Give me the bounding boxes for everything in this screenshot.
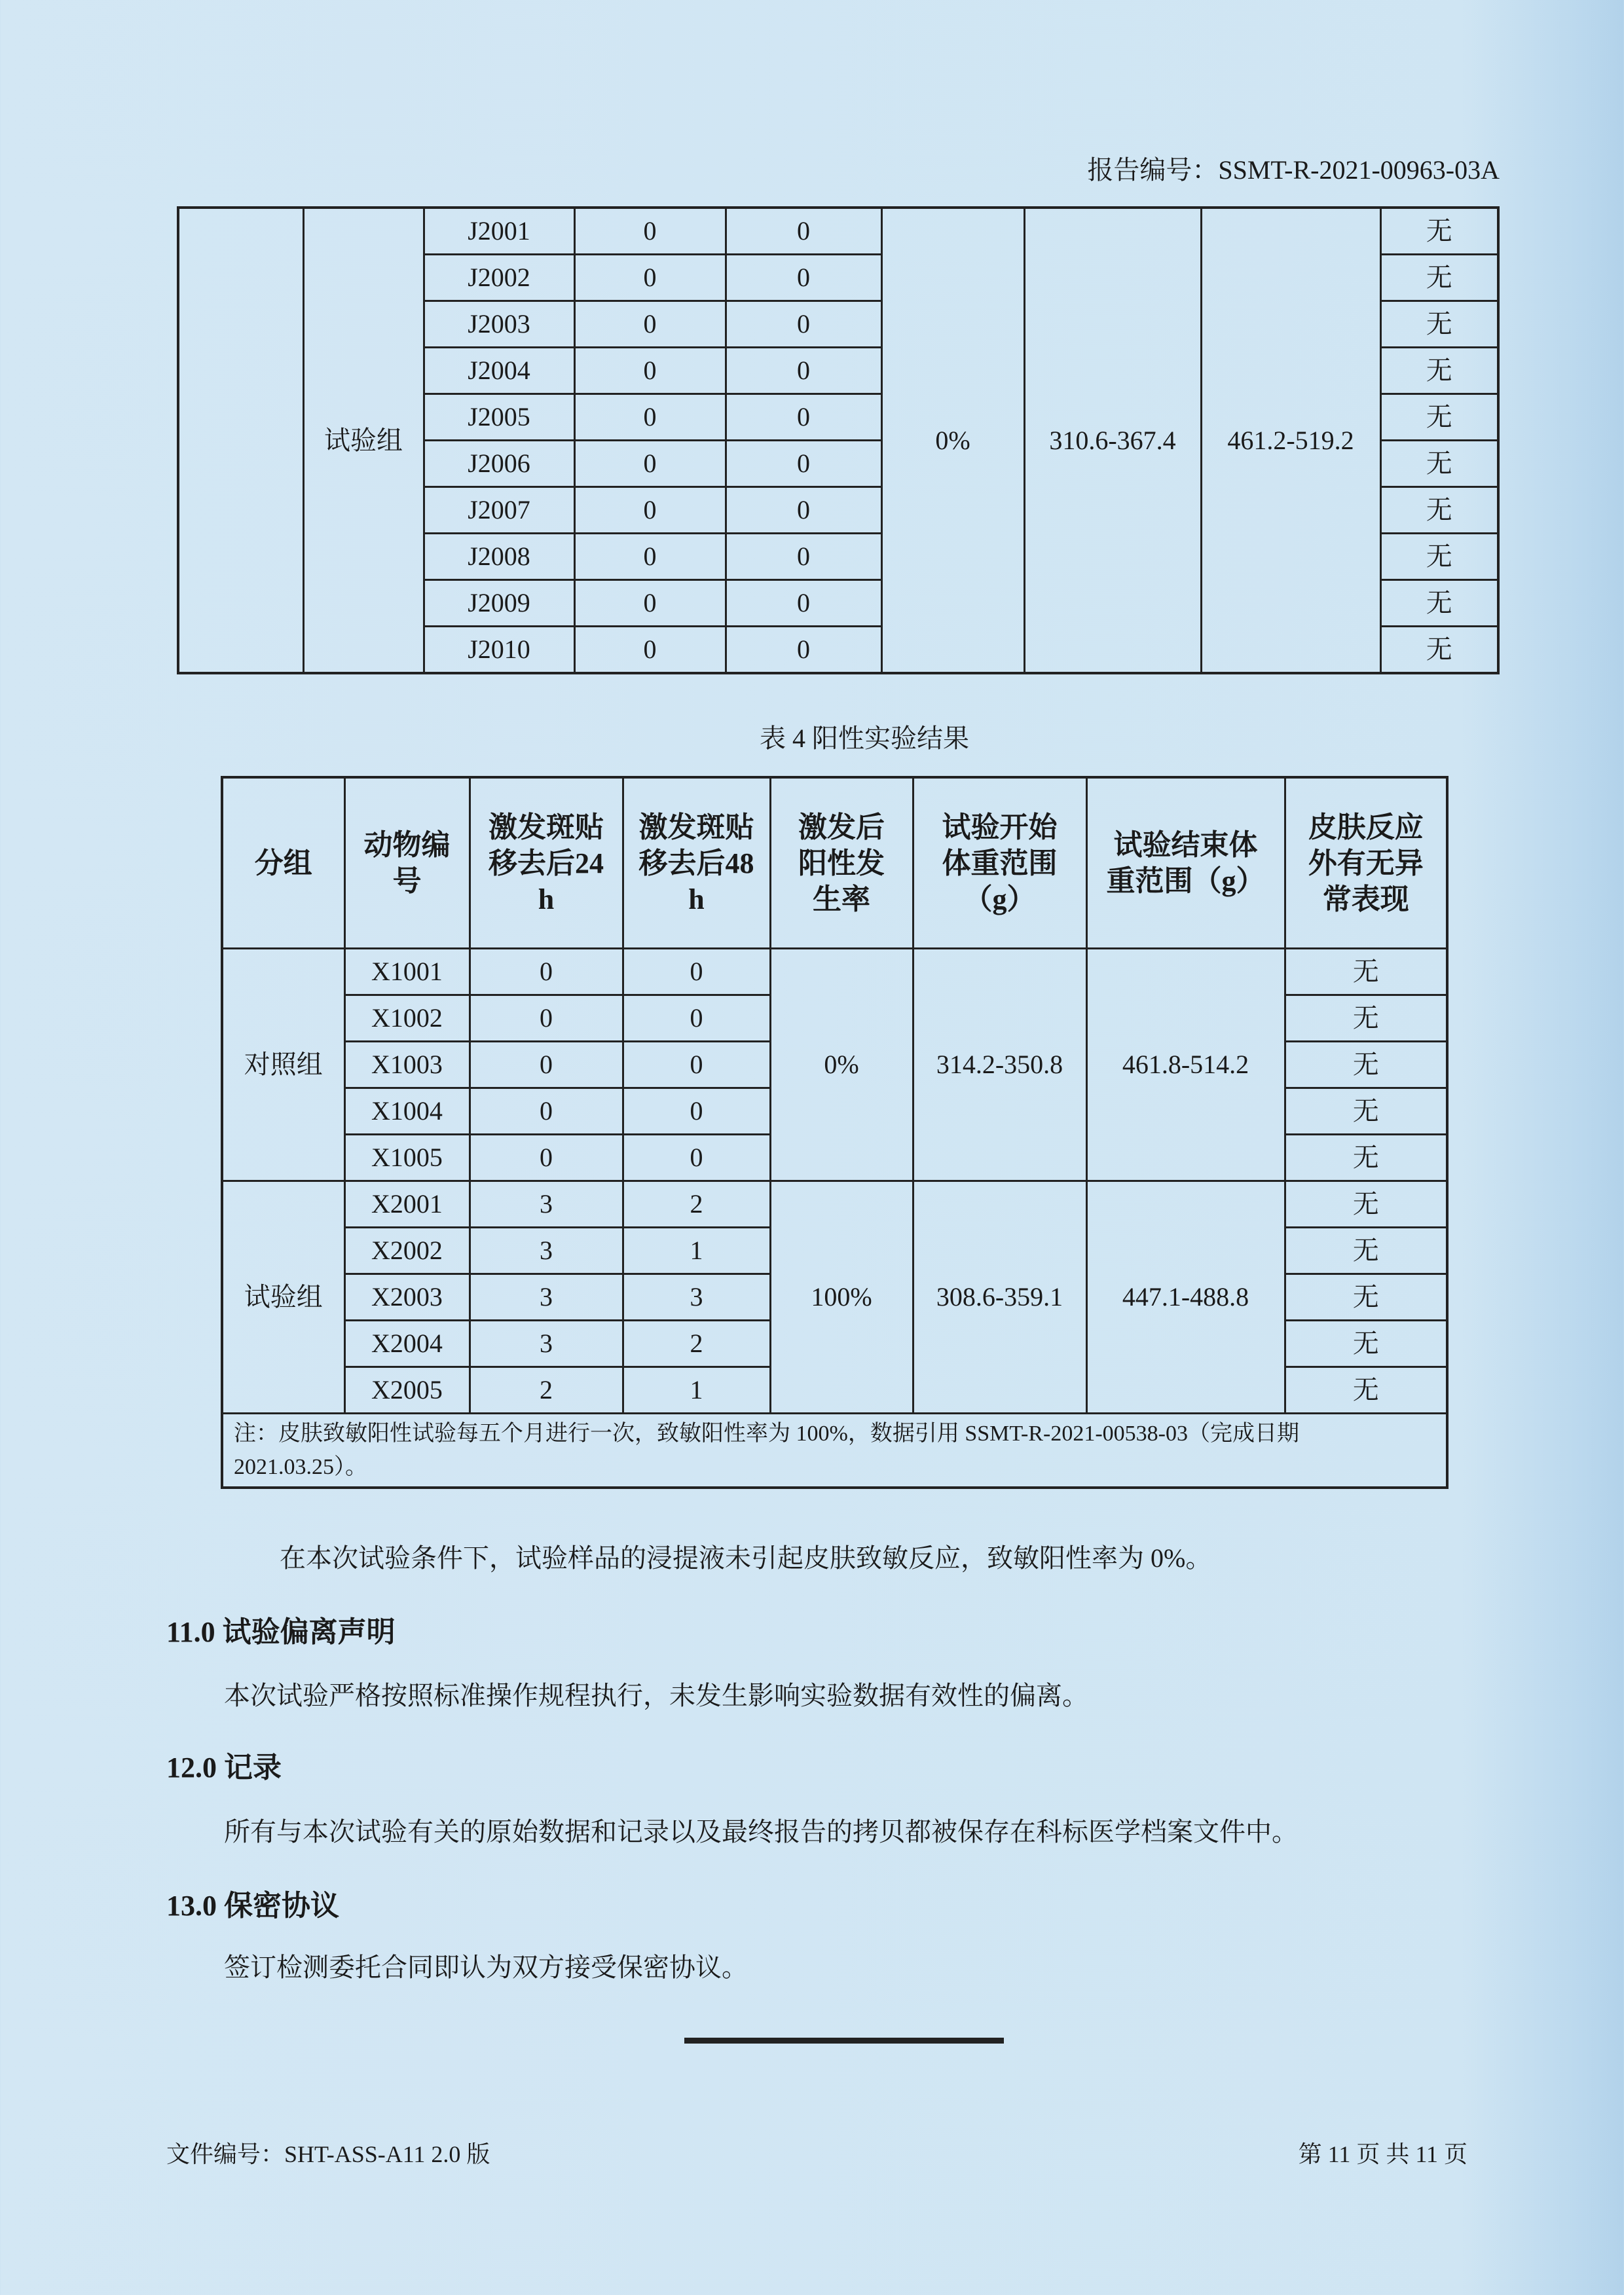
score-24h-cell: 0 [470, 1135, 623, 1181]
animal-id-cell: J2010 [424, 627, 574, 674]
end-rule [684, 2038, 1004, 2044]
column-header: 激发斑贴移去后24 h [470, 777, 623, 949]
group-cell: 试验组 [222, 1181, 344, 1414]
end-weight-cell: 447.1-488.8 [1086, 1181, 1285, 1414]
score-24h-cell: 0 [574, 487, 726, 534]
abnormal-cell: 无 [1285, 1274, 1447, 1321]
section-text: 所有与本次试验有关的原始数据和记录以及最终报告的拷贝都被保存在科标医学档案文件中。 [224, 1817, 1298, 1846]
animal-id-cell: J2007 [424, 487, 574, 534]
abnormal-cell: 无 [1380, 394, 1498, 441]
score-24h-cell: 0 [574, 208, 726, 255]
abnormal-cell: 无 [1380, 301, 1498, 348]
abnormal-cell: 无 [1380, 534, 1498, 580]
animal-id-cell: J2008 [424, 534, 574, 580]
abnormal-cell: 无 [1285, 1321, 1447, 1367]
score-24h-cell: 0 [574, 441, 726, 487]
score-48h-cell: 0 [726, 301, 881, 348]
positive-test-results-table [221, 776, 1449, 1489]
abnormal-cell: 无 [1285, 1228, 1447, 1274]
score-24h-cell: 0 [574, 627, 726, 674]
score-48h-cell: 2 [623, 1321, 770, 1367]
animal-id-cell: J2002 [424, 255, 574, 301]
abnormal-cell: 无 [1380, 627, 1498, 674]
rate-cell: 100% [770, 1181, 913, 1414]
rate-cell: 0% [881, 208, 1024, 673]
abnormal-cell: 无 [1285, 949, 1447, 995]
end-weight-cell: 461.2-519.2 [1201, 208, 1380, 673]
score-48h-cell: 2 [623, 1181, 770, 1228]
table-row [178, 208, 1498, 255]
animal-id-cell: X2004 [344, 1321, 470, 1367]
score-48h-cell: 1 [623, 1367, 770, 1414]
header-row [222, 777, 1447, 949]
abnormal-cell: 无 [1380, 348, 1498, 394]
score-24h-cell: 0 [574, 348, 726, 394]
score-24h-cell: 0 [470, 1042, 623, 1088]
score-48h-cell: 0 [726, 534, 881, 580]
footer-file-number: 文件编号：SHT-ASS-A11 2.0 版 [166, 2141, 490, 2167]
score-48h-cell: 0 [726, 255, 881, 301]
table-row [222, 1181, 1447, 1228]
score-48h-cell: 0 [726, 487, 881, 534]
section-text: 签订检测委托合同即认为双方接受保密协议。 [224, 1953, 748, 1982]
abnormal-cell: 无 [1285, 995, 1447, 1042]
note-row [222, 1414, 1447, 1488]
group-cell: 对照组 [222, 949, 344, 1181]
abnormal-cell: 无 [1380, 208, 1498, 255]
column-header: 试验开始体重范围（g） [913, 777, 1086, 949]
section-heading: 12.0 记录 [166, 1752, 282, 1784]
column-header: 激发斑贴移去后48 h [623, 777, 770, 949]
score-24h-cell: 3 [470, 1274, 623, 1321]
end-weight-cell: 461.8-514.2 [1086, 949, 1285, 1181]
score-48h-cell: 0 [623, 1088, 770, 1135]
start-weight-cell: 314.2-350.8 [913, 949, 1086, 1181]
score-24h-cell: 3 [470, 1321, 623, 1367]
score-48h-cell: 0 [726, 208, 881, 255]
column-header: 分组 [222, 777, 344, 949]
score-24h-cell: 0 [470, 1088, 623, 1135]
animal-id-cell: X1001 [344, 949, 470, 995]
score-24h-cell: 0 [470, 995, 623, 1042]
score-24h-cell: 3 [470, 1228, 623, 1274]
animal-id-cell: J2001 [424, 208, 574, 255]
start-weight-cell: 310.6-367.4 [1024, 208, 1201, 673]
column-header: 皮肤反应外有无异常表现 [1285, 777, 1447, 949]
abnormal-cell: 无 [1380, 580, 1498, 627]
score-48h-cell: 0 [623, 1135, 770, 1181]
animal-id-cell: X2005 [344, 1367, 470, 1414]
group-cell: 试验组 [303, 208, 424, 673]
column-header: 动物编号 [344, 777, 470, 949]
animal-id-cell: J2009 [424, 580, 574, 627]
rate-cell: 0% [770, 949, 913, 1181]
score-24h-cell: 0 [574, 580, 726, 627]
section-heading: 11.0 试验偏离声明 [166, 1616, 396, 1648]
table-row [222, 949, 1447, 995]
column-header: 试验结束体重范围（g） [1086, 777, 1285, 949]
animal-id-cell: X2002 [344, 1228, 470, 1274]
score-24h-cell: 0 [470, 949, 623, 995]
animal-id-cell: J2006 [424, 441, 574, 487]
abnormal-cell: 无 [1285, 1135, 1447, 1181]
score-48h-cell: 0 [623, 995, 770, 1042]
animal-id-cell: X2001 [344, 1181, 470, 1228]
score-24h-cell: 0 [574, 394, 726, 441]
animal-id-cell: J2003 [424, 301, 574, 348]
score-48h-cell: 0 [623, 949, 770, 995]
score-24h-cell: 0 [574, 255, 726, 301]
abnormal-cell: 无 [1380, 255, 1498, 301]
animal-id-cell: X1002 [344, 995, 470, 1042]
empty-cell [178, 208, 303, 673]
animal-id-cell: X1003 [344, 1042, 470, 1088]
section-heading: 13.0 保密协议 [166, 1890, 339, 1922]
score-48h-cell: 0 [726, 627, 881, 674]
score-48h-cell: 0 [726, 394, 881, 441]
animal-id-cell: J2005 [424, 394, 574, 441]
abnormal-cell: 无 [1285, 1181, 1447, 1228]
table-note: 注：皮肤致敏阳性试验每五个月进行一次，致敏阳性率为 100%，数据引用 SSMT-R-2021-00538-03（完成日期 2021.03.25）。 [222, 1414, 1447, 1488]
abnormal-cell: 无 [1380, 487, 1498, 534]
score-48h-cell: 1 [623, 1228, 770, 1274]
abnormal-cell: 无 [1285, 1367, 1447, 1414]
score-48h-cell: 3 [623, 1274, 770, 1321]
score-48h-cell: 0 [726, 348, 881, 394]
score-48h-cell: 0 [623, 1042, 770, 1088]
animal-id-cell: J2004 [424, 348, 574, 394]
table-caption: 表 4 阳性实验结果 [760, 724, 969, 753]
report-number: 报告编号：SSMT-R-2021-00963-03A [1087, 155, 1500, 185]
abnormal-cell: 无 [1285, 1042, 1447, 1088]
score-24h-cell: 2 [470, 1367, 623, 1414]
animal-id-cell: X1004 [344, 1088, 470, 1135]
section-text: 本次试验严格按照标准操作规程执行，未发生影响实验数据有效性的偏离。 [224, 1681, 1088, 1710]
score-24h-cell: 0 [574, 534, 726, 580]
score-48h-cell: 0 [726, 441, 881, 487]
previous-table-continuation [177, 206, 1500, 674]
column-header: 激发后阳性发生率 [770, 777, 913, 949]
score-24h-cell: 0 [574, 301, 726, 348]
start-weight-cell: 308.6-359.1 [913, 1181, 1086, 1414]
animal-id-cell: X2003 [344, 1274, 470, 1321]
conclusion-text: 在本次试验条件下，试验样品的浸提液未引起皮肤致敏反应，致敏阳性率为 0%。 [280, 1543, 1212, 1573]
animal-id-cell: X1005 [344, 1135, 470, 1181]
abnormal-cell: 无 [1285, 1088, 1447, 1135]
footer-page-number: 第 11 页 共 11 页 [1298, 2141, 1467, 2167]
score-24h-cell: 3 [470, 1181, 623, 1228]
abnormal-cell: 无 [1380, 441, 1498, 487]
score-48h-cell: 0 [726, 580, 881, 627]
